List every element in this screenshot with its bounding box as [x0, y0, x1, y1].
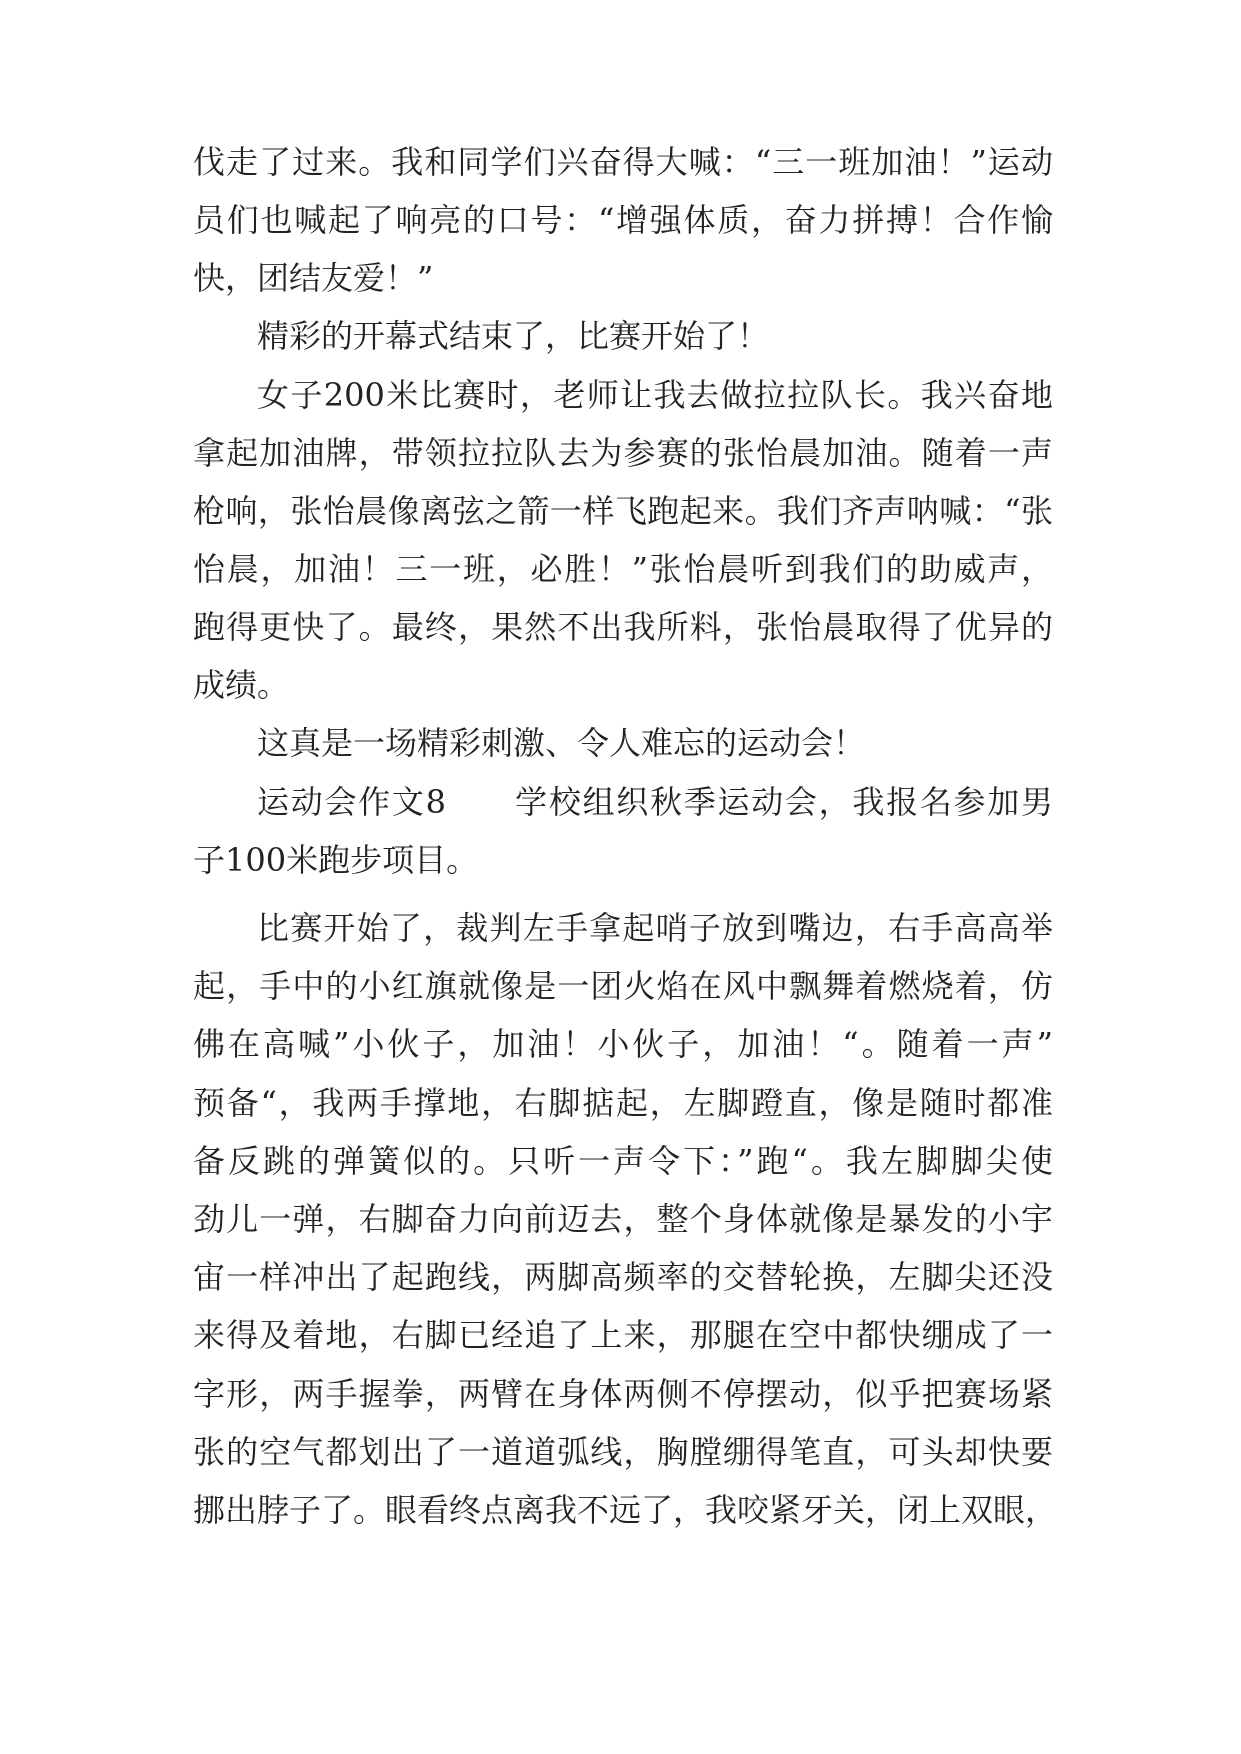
text-line: 张的空气都划出了一道道弧线，胸膛绷得笔直，可头却快要	[193, 1433, 1053, 1471]
text-line: 快，团结友爱！”	[193, 259, 434, 297]
paragraph-start-line: 比赛开始了，裁判左手拿起哨子放到嘴边，右手高高举	[257, 909, 1053, 947]
text-line: 预备“，我两手撑地，右脚掂起，左脚蹬直，像是随时都准	[193, 1084, 1053, 1122]
section-heading-line: 运动会作文8 学校组织秋季运动会，我报名参加男	[257, 783, 1053, 821]
text-line: 子100米跑步项目。	[193, 841, 479, 879]
text-line: 枪响，张怡晨像离弦之箭一样飞跑起来。我们齐声呐喊：“张	[193, 492, 1053, 530]
text-line: 劲儿一弹，右脚奋力向前迈去，整个身体就像是暴发的小宇	[193, 1200, 1053, 1238]
text-line: 员们也喊起了响亮的口号：“增强体质，奋力拼搏！合作愉	[193, 201, 1053, 239]
paragraph-start-line: 女子200米比赛时，老师让我去做拉拉队长。我兴奋地	[257, 376, 1053, 414]
text-line: 佛在高喊”小伙子，加油！小伙子，加油！“。随着一声”	[193, 1025, 1053, 1063]
paragraph-start-line: 精彩的开幕式结束了，比赛开始了！	[257, 317, 770, 355]
text-line: 成绩。	[193, 666, 290, 704]
text-line: 起，手中的小红旗就像是一团火焰在风中飘舞着燃烧着，仿	[193, 967, 1053, 1005]
text-line: 伐走了过来。我和同学们兴奋得大喊：“三一班加油！”运动	[193, 143, 1053, 181]
text-line: 来得及着地，右脚已经追了上来，那腿在空中都快绷成了一	[193, 1316, 1053, 1354]
text-line: 宙一样冲出了起跑线，两脚高频率的交替轮换，左脚尖还没	[193, 1258, 1053, 1296]
text-line: 备反跳的弹簧似的。只听一声令下：”跑“。我左脚脚尖使	[193, 1142, 1053, 1180]
paragraph-start-line: 这真是一场精彩刺激、令人难忘的运动会！	[257, 724, 866, 762]
text-line: 字形，两手握拳，两臂在身体两侧不停摆动，似乎把赛场紧	[193, 1375, 1053, 1413]
text-line: 挪出脖子了。眼看终点离我不远了，我咬紧牙关，闭上双眼，	[193, 1491, 1058, 1529]
text-line: 跑得更快了。最终，果然不出我所料，张怡晨取得了优异的	[193, 608, 1053, 646]
text-line: 拿起加油牌，带领拉拉队去为参赛的张怡晨加油。随着一声	[193, 434, 1053, 472]
text-line: 怡晨，加油！三一班，必胜！”张怡晨听到我们的助威声，	[193, 550, 1053, 588]
